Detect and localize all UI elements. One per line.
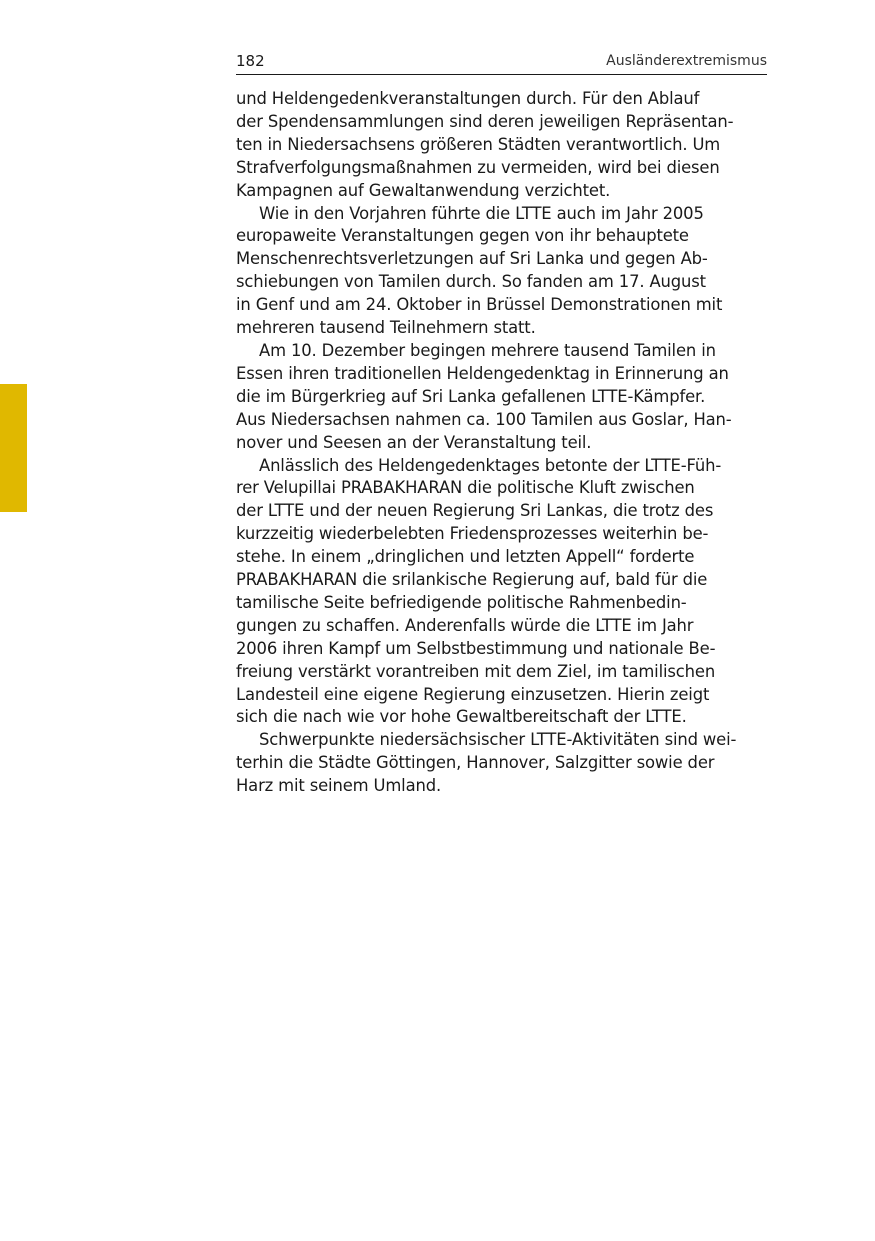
text-line: schiebungen von Tamilen durch. So fanden am 17. August — [236, 272, 706, 292]
text-line: europaweite Veranstaltungen gegen von ihr behauptete — [236, 226, 689, 246]
text-line: sich die nach wie vor hohe Gewaltbereitschaft der LTTE. — [236, 707, 687, 727]
page-number: 182 — [236, 52, 265, 70]
text-line: Anlässlich des Heldengedenktages betonte der LTTE-Füh- — [259, 455, 722, 475]
chapter-marker-tab — [0, 384, 27, 512]
text-line: und Heldengedenkveranstaltungen durch. Für den Ablauf — [236, 89, 700, 108]
running-title: Ausländerextremismus — [606, 53, 767, 69]
text-line: gungen zu schaffen. Anderenfalls würde die LTTE im Jahr — [236, 615, 694, 635]
text-line: Harz mit seinem Umland. — [236, 776, 442, 796]
text-line: die im Bürgerkrieg auf Sri Lanka gefallenen LTTE-Kämpfer. — [236, 386, 706, 406]
text-line: PRABAKHARAN die srilankische Regierung auf, bald für die — [236, 570, 708, 590]
text-line: terhin die Städte Göttingen, Hannover, Salzgitter sowie der — [236, 753, 715, 773]
text-line: in Genf und am 24. Oktober in Brüssel Demonstrationen mit — [236, 295, 723, 315]
text-line: rer Velupillai PRABAKHARAN die politische Kluft zwischen — [236, 478, 695, 498]
text-line: freiung verstärkt vorantreiben mit dem Ziel, im tamilischen — [236, 661, 716, 681]
text-line: mehreren tausend Teilnehmern statt. — [236, 318, 536, 338]
text-line: Kampagnen auf Gewaltanwendung verzichtet. — [236, 180, 611, 200]
text-line: kurzzeitig wiederbelebten Friedensprozesses weiterhin be- — [236, 524, 709, 544]
text-line: Landesteil eine eigene Regierung einzusetzen. Hierin zeigt — [236, 684, 710, 704]
text-line: stehe. In einem „dringlichen und letzten Appell“ forderte — [236, 547, 695, 567]
text-line: Strafverfolgungsmaßnahmen zu vermeiden, wird bei diesen — [236, 157, 720, 177]
text-line: ten in Niedersachsens größeren Städten verantwortlich. Um — [236, 134, 721, 154]
body-text — [236, 88, 767, 798]
text-line: Wie in den Vorjahren führte die LTTE auch im Jahr 2005 — [259, 203, 704, 223]
text-line: Schwerpunkte niedersächsischer LTTE-Aktivitäten sind wei- — [259, 730, 737, 750]
text-line: nover und Seesen an der Veranstaltung teil. — [236, 432, 592, 452]
text-line: 2006 ihren Kampf um Selbstbestimmung und nationale Be- — [236, 638, 716, 658]
text-line: Essen ihren traditionellen Heldengedenktag in Erinnerung an — [236, 363, 729, 383]
text-line: der Spendensammlungen sind deren jeweiligen Repräsentan- — [236, 111, 734, 131]
text-line: der LTTE und der neuen Regierung Sri Lankas, die trotz des — [236, 501, 714, 521]
text-line: tamilische Seite befriedigende politische Rahmenbedin- — [236, 592, 687, 612]
text-line: Menschenrechtsverletzungen auf Sri Lanka und gegen Ab- — [236, 249, 708, 269]
text-line: Am 10. Dezember begingen mehrere tausend Tamilen in — [259, 340, 716, 360]
text-line: Aus Niedersachsen nahmen ca. 100 Tamilen aus Goslar, Han- — [236, 409, 732, 429]
page-header — [236, 50, 767, 75]
